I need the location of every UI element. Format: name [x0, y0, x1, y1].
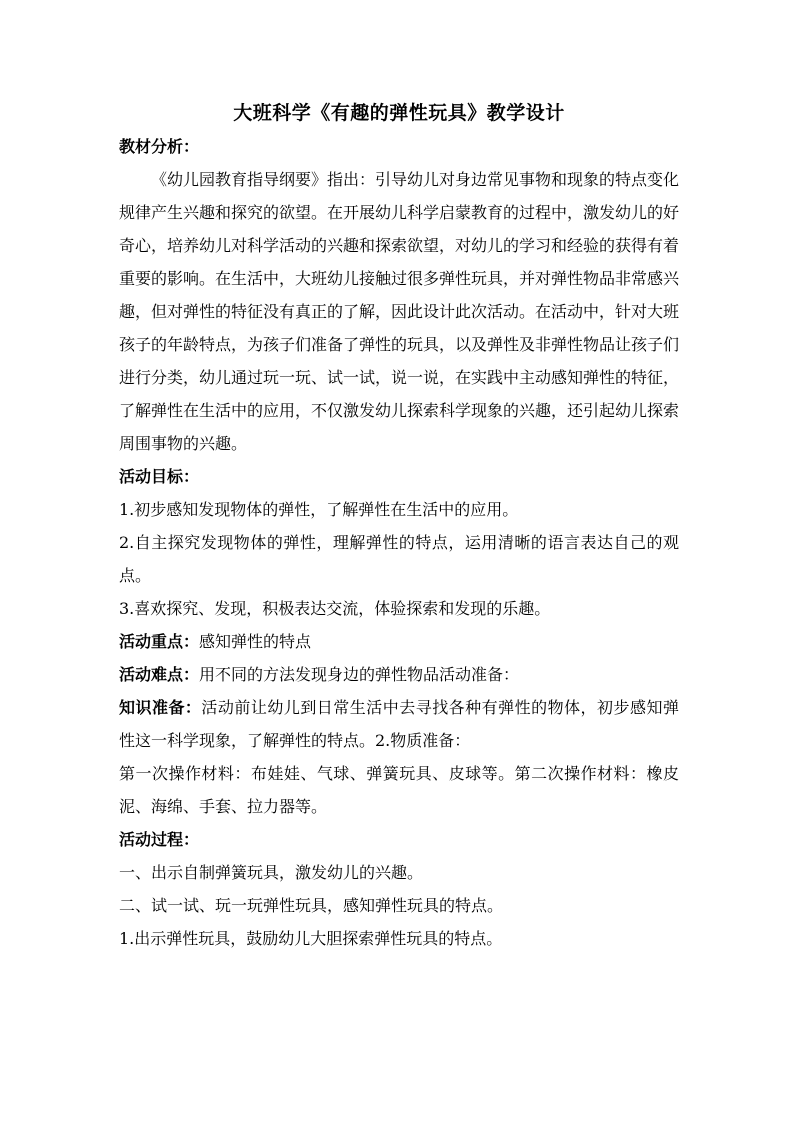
key-point-text: 感知弹性的特点 — [199, 632, 312, 651]
key-point-line — [119, 625, 679, 658]
knowledge-text: 活动前让幼儿到日常生活中去寻找各种有弹性的物体，初步感知弹性这一科学现象，了解弹性的特点。2.物质准备： — [119, 698, 679, 750]
key-point-label: 活动重点： — [119, 632, 200, 651]
document-page — [119, 96, 679, 955]
document-title: 大班科学《有趣的弹性玩具》教学设计 — [233, 102, 565, 124]
goals-heading: 活动目标： — [119, 467, 200, 486]
analysis-heading: 教材分析： — [119, 137, 200, 156]
process-step-1: 一、出示自制弹簧玩具，激发幼儿的兴趣。 — [119, 863, 424, 882]
analysis-paragraph: 《幼儿园教育指导纲要》指出：引导幼儿对身边常见事物和现象的特点变化规律产生兴趣和探究的欲望。在开展幼儿科学启蒙教育的过程中，激发幼儿的好奇心，培养幼儿对科学活动的兴趣和探索欲望，对幼儿的学习和经验的获得有着重要的影响。在生活中，大班幼儿接触过很多弹性玩具，并对弹性物品非常感兴趣，但对弹性的特征没有真正的了解，因此设计此次活动。在活动中，针对大班孩子的年龄特点，为孩子们准备了弹性的玩具，以及弹性及非弹性物品让孩子们进行分类，幼儿通过玩一玩、试一试，说一说，在实践中主动感知弹性的特征，了解弹性在生活中的应用，不仅激发幼儿探索科学现象的兴趣，还引起幼儿探索周围事物的兴趣。 — [119, 170, 680, 453]
goal-item-3: 3.喜欢探究、发现，积极表达交流，体验探索和发现的乐趣。 — [119, 599, 551, 618]
goal-item-2: 2.自主探究发现物体的弹性，理解弹性的特点，运用清晰的语言表达自己的观点。 — [119, 533, 679, 585]
process-step-2-1: 1.出示弹性玩具，鼓励幼儿大胆探索弹性玩具的特点。 — [119, 929, 503, 948]
process-step-2: 二、试一试、玩一玩弹性玩具，感知弹性玩具的特点。 — [119, 896, 504, 915]
difficulty-label: 活动难点： — [119, 665, 200, 684]
knowledge-line — [119, 691, 679, 757]
difficulty-text: 用不同的方法发现身边的弹性物品活动准备： — [199, 665, 520, 684]
goal-item-1: 1.初步感知发现物体的弹性，了解弹性在生活中的应用。 — [119, 500, 519, 519]
difficulty-line — [119, 658, 679, 691]
knowledge-label: 知识准备： — [119, 698, 202, 717]
materials-paragraph: 第一次操作材料：布娃娃、气球、弹簧玩具、皮球等。第二次操作材料：橡皮泥、海绵、手套、拉力器等。 — [119, 764, 679, 816]
process-heading: 活动过程： — [119, 830, 200, 849]
